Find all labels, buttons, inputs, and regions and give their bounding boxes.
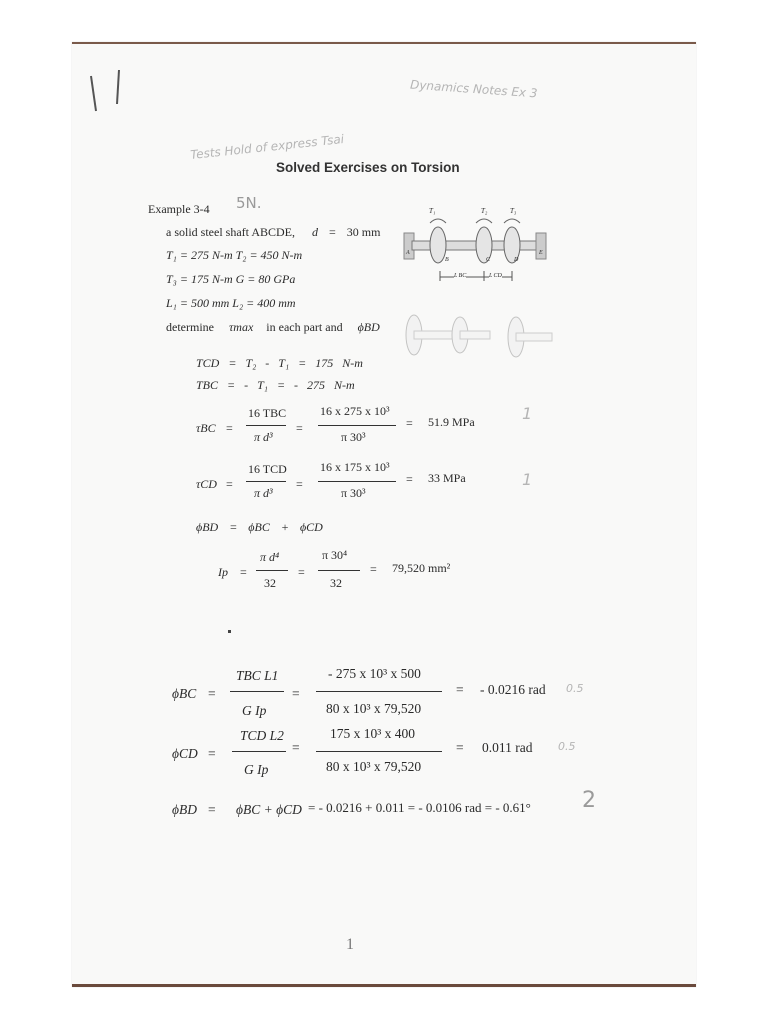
phi-bd-eq1: = (208, 802, 216, 817)
tau-cd-result: 33 MPa (428, 471, 466, 485)
given-torques-2: T₃ = 175 N-m G = 80 GPa (166, 272, 296, 286)
phi-cd-eq2: = (292, 740, 300, 755)
tau-bc-bar1 (246, 425, 286, 426)
phi-cd-num1: TCD L2 (240, 728, 284, 743)
margin-marks (86, 66, 126, 121)
phi-cd-note: 0.5 (558, 740, 576, 753)
tau-bc-den1: π d³ (254, 430, 273, 444)
ip-eq3: = (370, 562, 377, 576)
phi-cd-lhs: ϕCD (172, 746, 198, 761)
phi-bc-result: - 0.0216 rad (480, 682, 546, 697)
phi-bc-eq1: = (208, 686, 216, 701)
torque-bc: TBC = - T₁ = - 275 N-m (196, 378, 355, 392)
tau-bc-eq3: = (406, 416, 413, 430)
phi-bc-num1: TBC L1 (236, 668, 279, 683)
handwriting-under-title: Tests Hold of express Tsai (189, 131, 345, 163)
tau-cd-bar1 (246, 481, 286, 482)
given-determine: determine τmax in each part and ϕBD (166, 320, 380, 334)
phi-cd-den2: 80 x 10³ x 79,520 (326, 759, 422, 774)
phi-bc-den1: G Ip (242, 703, 267, 718)
tau-bc-result: 51.9 MPa (428, 415, 475, 429)
phi-bc-den2: 80 x 10³ x 79,520 (326, 701, 422, 716)
phi-cd-den1: G Ip (244, 762, 269, 777)
ip-den2: 32 (330, 576, 342, 590)
phi-sum: ϕBD = ϕBC + ϕCD (196, 520, 323, 534)
given-lengths: L₁ = 500 mm L₂ = 400 mm (166, 296, 296, 310)
torque-cd: TCD = T₂ - T₁ = 175 N-m (196, 356, 363, 370)
ip-bar2 (318, 570, 360, 571)
tau-cd-den1: π d³ (254, 486, 273, 500)
given-torques-1: T₁ = 275 N-m T₂ = 450 N-m (166, 248, 303, 262)
shaft-figure: T₁ T₂ T₃ A B C D E L BC L CD (400, 205, 550, 290)
phi-bd-result: = - 0.0216 + 0.011 = - 0.0106 rad = - 0.61° (308, 800, 531, 815)
phi-bc-note: 0.5 (566, 682, 584, 695)
phi-bc-lhs: ϕBC (172, 686, 197, 701)
tau-bc-eq1: = (226, 421, 233, 435)
ip-num1: π d⁴ (260, 550, 280, 564)
phi-cd-num2: 175 x 10³ x 400 (330, 726, 416, 741)
handwriting-example-note: 5N. (236, 194, 262, 212)
tau-bc-den2: π 30³ (341, 430, 366, 444)
tau-cd-mark: 1 (522, 470, 533, 489)
free-body-diagrams (400, 305, 560, 380)
phi-bc-num2: - 275 x 10³ x 500 (328, 666, 421, 681)
tau-cd-bar2 (318, 481, 396, 482)
phi-cd-bar1 (232, 751, 286, 752)
page-title: Solved Exercises on Torsion (276, 160, 460, 175)
ip-den1: 32 (264, 576, 276, 590)
tau-cd-eq3: = (406, 472, 413, 486)
phi-cd-eq3: = (456, 740, 464, 755)
tau-bc-num1: 16 TBC (248, 406, 287, 420)
example-label: Example 3-4 (148, 202, 210, 216)
phi-bd-mark: 2 (582, 788, 596, 813)
handwriting-top-right: Dynamics Notes Ex 3 (409, 77, 538, 101)
phi-bc-eq3: = (456, 682, 464, 697)
phi-cd-eq1: = (208, 746, 216, 761)
phi-bd-rhs: ϕBC + ϕCD (236, 802, 302, 817)
tau-bc-bar2 (318, 425, 396, 426)
tau-cd-lhs: τCD (196, 477, 217, 491)
tau-bc-num2: 16 x 275 x 10³ (320, 404, 390, 418)
paper-page (72, 42, 696, 987)
tau-bc-mark: 1 (522, 404, 533, 423)
phi-bc-bar1 (230, 691, 284, 692)
tau-cd-num1: 16 TCD (248, 462, 287, 476)
ip-num2: π 30⁴ (322, 548, 348, 562)
phi-bc-eq2: = (292, 686, 300, 701)
ip-result: 79,520 mm² (392, 561, 451, 575)
given-shaft: a solid steel shaft ABCDE, d = 30 mm (166, 225, 381, 239)
page-number: 1 (346, 936, 354, 953)
phi-cd-result: 0.011 rad (482, 740, 533, 755)
tau-cd-num2: 16 x 175 x 10³ (320, 460, 390, 474)
tau-cd-den2: π 30³ (341, 486, 366, 500)
ip-lhs: Ip (218, 565, 228, 579)
ip-bar1 (256, 570, 288, 571)
ip-eq1: = (240, 565, 247, 579)
tau-cd-eq2: = (296, 477, 303, 491)
tau-cd-eq1: = (226, 477, 233, 491)
tau-bc-lhs: τBC (196, 421, 216, 435)
phi-cd-bar2 (316, 751, 442, 752)
phi-bc-bar2 (316, 691, 442, 692)
stray-dot (228, 630, 231, 633)
ip-eq2: = (298, 565, 305, 579)
tau-bc-eq2: = (296, 421, 303, 435)
phi-bd-lhs: ϕBD (172, 802, 197, 817)
